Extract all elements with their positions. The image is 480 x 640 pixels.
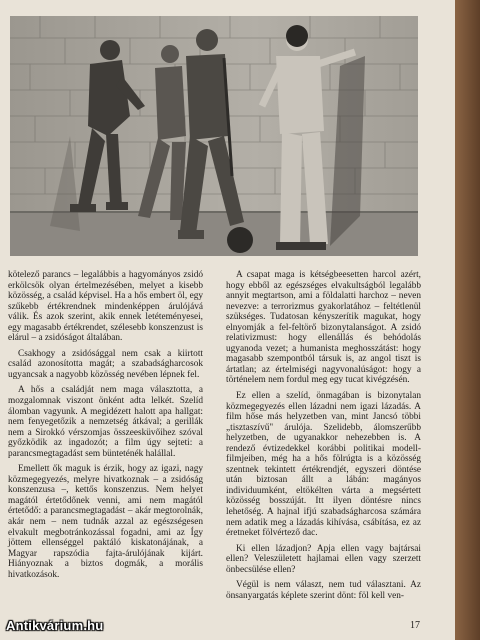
right-paragraph-2: Ez ellen a szelíd, önmagában is bizonytalan közmegegyezés ellen lázadni nem igazi lázadás. A film hőse más helyzetben van, mint Jancsó többi „tisztaszívű" árulója. Szelidebb, álomszerűbb helyzetben, de ugyanakkor nehezebben is. A rendező évtizedekkel korábbi politikai modell-filmjeiben, még ha a hős fölrúgta is a közösség szentnek tekintett értékrendjét, egyszeri döntése után biztosan állt a lábán: magányos individuumként, eltökélten várta a megsértett közösség bosszúját. Itt ilyen döntésre nincs lehetőség. A hajnal ifjú szabadságharcosa számára nem adatik meg a lázadás kihívása, csábítása, ez az éretneket fölvértező dac.: [226, 391, 421, 539]
left-paragraph-2: Csakhogy a zsidósággal nem csak a kiirtott család azonosította magát; a szabadságharcosok ugyancsak a nagyobb közösség nevében lépnek fel.: [8, 348, 203, 380]
page-number: 17: [410, 620, 420, 631]
right-text-column: [226, 270, 421, 601]
watermark-logo: Antikvárium.hu: [6, 618, 104, 633]
right-paragraph-3: Ki ellen lázadjon? Apja ellen vagy bajtársai ellen? Veleszületett hajlamai ellen vagy szerzett önbecsülése ellen?: [226, 543, 421, 575]
left-paragraph-3: A hős a családját nem maga választotta, a mozgalomnak viszont önként adta lelkét. Szelíd álomban vagyunk. A megidézett halott apa hallgat: nem fenyegetőzik a nemzetség átkával; a gerillák nem a Sirokkó vérszomjas összeesküvőihez szóval győzködik az ingadozót; a film úgy sejteti: a parancsmegtagadást sem bünteténék halállal.: [8, 385, 203, 459]
left-paragraph-4: Emellett ők maguk is érzik, hogy az igazi, nagy közmegegyezés, melyre hivatkoznak – a zsidóság konszenzusa –, kettős konszenzus. Nem helyet magától értetődőnek venni, ami nem magától értetődő: a parancsmegtagadást – akár megtorolnák, akár nem – nem tudnák azzal az egészségesen elvakult megbotránkozással fogadni, ami az Így jöttem ellenséggel paktáló kiskatonájának, a Magyar rapszódia fajta-árulójának kijárt. Hiányoznak a biztos dogmák, a morális hivatkozások.: [8, 464, 203, 580]
photograph-image: [10, 16, 418, 256]
photograph-execution-scene: [10, 16, 418, 256]
right-paragraph-4: Végül is nem választ, nem tud választani. Az önsanyargatás képlete szerint dönt: föl kell ven-: [226, 580, 421, 601]
right-paragraph-1: A csapat maga is kétségbeesetten harcol azért, hogy ebből az egészséges elvakultságból legalább annyit megtartson, ami a földalatti harchoz – neven nevezve: a terrorizmus gyakorlatához – feltétlenül szükséges. Tudatosan kényszerítik magukat, hogy elnyomják a fel-feltörő bizonytalanságot. A zsidó relativizmust: hogy ellenállás és behódolás ugyanoda vezet; a humanista meghosszátást: hogy magasabb szempontból társuk is, az angol tiszt is ártatlan; az értelmiségi nagyvonalúságot: hogy a történelem nem fordul meg egy tucat kivégzésén.: [226, 270, 421, 386]
left-text-column: [8, 270, 203, 580]
left-paragraph-1: kötelező parancs – legalábbis a hagyományos zsidó erkölcsök olyan értelmezésében, melyet a kisebb közösség, a család képvisel. Ha a hős embert öl, egy szűkebb értékrendnek mindenképpen árulójává válik. És azok szerint, akik ennek letéteményesei, egy magasabb értékrendet, szélesebb konszenzust is elárul – a zsidóságot általában.: [8, 270, 203, 344]
book-spine-edge: [455, 0, 480, 640]
